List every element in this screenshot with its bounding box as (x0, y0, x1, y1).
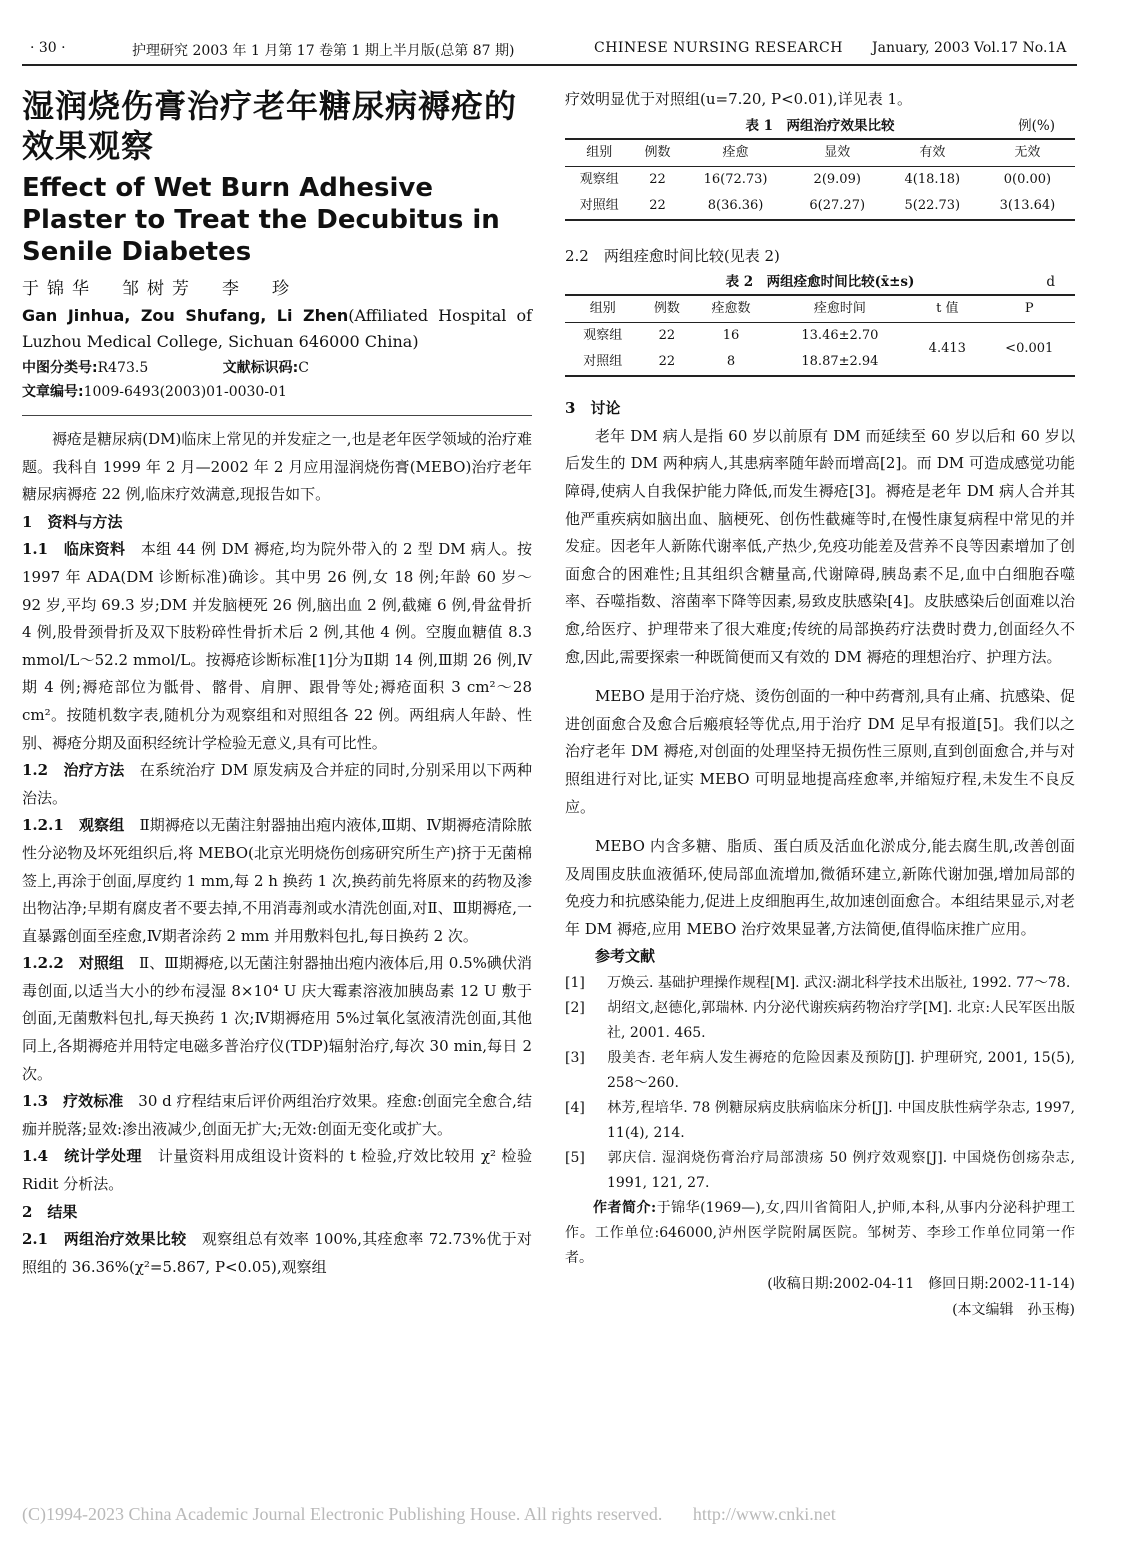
paragraph-text: 计量资料用成组设计资料的 t 检验,疗效比较用 χ² 检验 Ridit 分析法。 (22, 1147, 532, 1194)
table-header-cell: 痊愈时间 (813, 301, 866, 317)
table-cell: 8 (726, 354, 736, 370)
journal-name-cn: 护理研究 2003 年 1 月第 17 卷第 1 期上半月版(总第 87 期) (132, 43, 515, 59)
reference-item (565, 1096, 1075, 1146)
subsection-heading: 1.3 疗效标准 (22, 1092, 124, 1111)
paragraph-text: Ⅱ期褥疮以无菌注射器抽出疱内液体,Ⅲ期、Ⅳ期褥疮清除脓性分泌物及坏死组织后,将 MEBO(北京光明烧伤创疡研究所生产)挤于无菌棉签上,再涂于创面,厚度约 1 mm,每 2 h 换药 1 次,换药前先将原来的药物及渗出物沾净;早期有腐皮者不要去掉,不用消毒剂或水清洗创面,对Ⅱ、Ⅲ期褥疮,一直暴露创面至痊愈,Ⅳ期者涂药 2 mm 并用敷料包扎,每日换药 2 次。 (22, 816, 532, 945)
reference-text: 林芳,程培华. 78 例糖尿病皮肤病临床分析[J]. 中国皮肤性病学杂志, 1997, 11(4), 214. (607, 1100, 1075, 1142)
table-cell: 3(13.64) (999, 197, 1056, 213)
table-header-row (565, 295, 1075, 323)
reference-item (565, 996, 1075, 1046)
table1-caption: 表 1 两组治疗效果比较 (745, 117, 895, 134)
editor-note: (本文编辑 孙玉梅) (952, 1302, 1075, 1319)
paragraph-1-2 (22, 757, 532, 812)
discussion-paragraph: MEBO 是用于治疗烧、烫伤创面的一种中药膏剂,具有止痛、抗感染、促进创面愈合及愈合后瘢痕轻等优点,用于治疗 DM 足早有报道[5]。我们以之治疗老年 DM 褥疮,对创面的处理坚持无损伤性三原则,直到创面愈合,并与对照组进行对比,证实 MEBO 可明显地提高痊愈率,并缩短疗程,未发生不良反应。 (565, 687, 1075, 816)
reference-item (565, 1046, 1075, 1096)
table-cell: 4(18.18) (904, 171, 961, 187)
reference-text: 郭庆信. 湿润烧伤膏治疗局部溃疡 50 例疗效观察[J]. 中国烧伤创疡杂志, 1991, 121, 27. (607, 1150, 1075, 1192)
subsection-heading: 1.1 临床资料 (22, 540, 126, 559)
paragraph-text: Ⅱ、Ⅲ期褥疮,以无菌注射器抽出疱内液体后,用 0.5%碘伏消毒创面,以适当大小的纱布浸湿 8×10⁴ U 庆大霉素溶液加胰岛素 12 U 敷于创面,无菌敷料包扎,每天换药 1 次;Ⅳ期褥疮用 5%过氧化氢液清洗创面,其他同上,各期褥疮并用特定电磁多普治疗仪(TDP)辐射治疗,每次 30 min,每日 2 次。 (22, 954, 532, 1083)
author-bio (565, 1196, 1075, 1271)
reference-number: [5] (565, 1150, 585, 1167)
table-header-cell: 痊愈 (722, 144, 749, 160)
table-header-cell: 痊愈数 (711, 301, 751, 317)
paragraph-2-1 (22, 1226, 532, 1281)
table-cell: 16(72.73) (703, 171, 768, 187)
paragraph-1-2-1 (22, 812, 532, 950)
running-header (22, 38, 1077, 66)
cnki-url: http://www.cnki.net (692, 1504, 836, 1524)
table-header-row (565, 139, 1075, 167)
table-cell: 18.87±2.94 (801, 354, 879, 370)
paragraph-text: 观察组总有效率 100%,其痊愈率 72.73%优于对照组的 36.36%(χ²=5.867, P<0.05),观察组 (22, 1230, 532, 1276)
intro-paragraph: 褥疮是糖尿病(DM)临床上常见的并发症之一,也是老年医学领域的治疗难题。我科自 1999 年 2 月—2002 年 2 月应用湿润烧伤膏(MEBO)治疗老年糖尿病褥疮 22 例,临床疗效满意,现报告如下。 (22, 430, 532, 504)
t-value-cell: 4.413 (928, 341, 966, 357)
doc-code-value: C (298, 360, 310, 376)
section-heading: 1 资料与方法 (22, 512, 123, 531)
table-header-cell: 组别 (589, 301, 616, 317)
right-column (565, 86, 1075, 1323)
reference-text: 殷美杏. 老年病人发生褥疮的危险因素及预防[J]. 护理研究, 2001, 15(5), 258～260. (607, 1050, 1075, 1092)
page-number: · 30 · (30, 40, 66, 56)
reference-item (565, 971, 1075, 996)
received-dates: (收稿日期:2002-04-11 修回日期:2002-11-14) (767, 1276, 1075, 1293)
table-header-cell: 有效 (919, 144, 946, 160)
table-cell: 22 (658, 354, 676, 370)
table-header-cell: t 值 (936, 301, 959, 317)
article-title-cn: 湿润烧伤膏治疗老年糖尿病褥疮的效果观察 (22, 87, 518, 165)
paragraph-1-3 (22, 1088, 532, 1143)
authors-en-block (22, 303, 532, 355)
table1-caption-row (565, 114, 1075, 138)
reference-text: 万焕云. 基础护理操作规程[M]. 武汉:湖北科学技术出版社, 1992. 77～78. (607, 975, 1071, 992)
table-cell: 5(22.73) (904, 197, 961, 213)
table-header-cell: 例数 (653, 301, 680, 317)
table2-caption-row (565, 270, 1075, 294)
classification-line (22, 357, 532, 379)
table-cell: 22 (649, 197, 666, 213)
table-1 (565, 138, 1075, 221)
table2-unit: d (1046, 274, 1055, 291)
table-header-cell: 例数 (644, 144, 671, 160)
table-cell: 13.46±2.70 (801, 328, 879, 344)
table-cell: 观察组 (579, 171, 619, 187)
subsection-heading: 1.2 治疗方法 (22, 761, 125, 780)
paragraph-1-1 (22, 536, 532, 757)
table2-caption: 表 2 两组痊愈时间比较(x̄±s) (725, 274, 915, 291)
table-cell: 22 (658, 328, 676, 344)
subsection-heading: 1.4 统计学处理 (22, 1147, 143, 1166)
article-number-label: 文章编号: (22, 384, 84, 400)
table-cell: 观察组 (583, 328, 623, 344)
table-2 (565, 294, 1075, 377)
paragraph-text: 30 d 疗程结束后评价两组治疗效果。痊愈:创面完全愈合,结痂并脱落;显效:渗出液减少,创面无扩大;无效:创面无变化或扩大。 (22, 1092, 532, 1138)
left-column (22, 86, 532, 1281)
journal-name-en: CHINESE NURSING RESEARCH (594, 40, 843, 56)
reference-item (565, 1146, 1075, 1196)
paragraph-1-2-2 (22, 950, 532, 1088)
table-cell: 0(0.00) (1003, 171, 1052, 187)
results-continuation: 疗效明显优于对照组(u=7.20, P<0.01),详见表 1。 (565, 90, 913, 108)
section-heading: 2 结果 (22, 1202, 78, 1221)
subsection-heading: 2.1 两组治疗效果比较 (22, 1230, 187, 1249)
discussion-paragraph: 老年 DM 病人是指 60 岁以前原有 DM 而延续至 60 岁以后和 60 岁以后发生的 DM 两种病人,其患病率随年龄而增高[2]。而 DM 可造成感觉功能障碍,使病人自我保护能力降低,而发生褥疮[3]。褥疮是老年 DM 病人合并其他严重疾病如脑出血、脑梗死、创伤性截瘫等时,在慢性康复病程中常见的并发症。因老年人新陈代谢率低,产热少,免疫功能差及营养不良等因素增加了创面愈合的困难性;且其组织含糖量高,代谢障碍,胰岛素不足,血中白细胞吞噬率、吞噬指数、溶菌率下降等因素,易致皮肤感染[4]。皮肤感染后创面难以治愈,给医疗、护理带来了很大难度;传统的局部换药疗法费时费力,创面经久不愈,因此,需要探索一种既简便而又有效的 DM 褥疮的理想治疗、护理方法。 (565, 426, 1075, 666)
authors-en: Gan Jinhua, Zou Shufang, Li Zhen (22, 306, 349, 325)
table-row (565, 323, 1075, 350)
table-cell: 16 (722, 328, 740, 344)
subsection-heading: 1.2.2 对照组 (22, 954, 124, 973)
copyright-watermark (22, 1504, 1077, 1525)
article-title-en: Effect of Wet Burn Adhesive Plaster to Treat the Decubitus in Senile Diabetes (22, 173, 500, 267)
copyright-text: (C)1994-2023 China Academic Journal Electronic Publishing House. All rights reserved. (22, 1504, 663, 1524)
issue-info: January, 2003 Vol.17 No.1A (872, 40, 1067, 56)
article-number-value: 1009-6493(2003)01-0030-01 (83, 384, 287, 400)
paragraph-text: 本组 44 例 DM 褥疮,均为院外带入的 2 型 DM 病人。按 1997 年 ADA(DM 诊断标准)确诊。其中男 26 例,女 18 例;年龄 60 岁～92 岁,平均 69.3 岁;DM 并发脑梗死 26 例,脑出血 2 例,截瘫 6 例,骨盆骨折 4 例,股骨颈骨折及双下肢粉碎性骨折术后 2 例,其他 4 例。空腹血糖值 8.3 mmol/L～52.2 mmol/L。按褥疮诊断标准[1]分为Ⅱ期 14 例,Ⅲ期 26 例,Ⅳ期 4 例;褥疮部位为骶骨、髂骨、肩胛、跟骨等处;褥疮面积 3 cm²～28 cm²。按随机数字表,随机分为观察组和对照组各 22 例。两组病人年龄、性别、褥疮分期及面积经统计学检验无意义,具有可比性。 (22, 540, 532, 752)
reference-list (565, 971, 1075, 1196)
reference-number: [1] (565, 975, 585, 992)
table-cell: 8(36.36) (707, 197, 764, 213)
doc-code-label: 文献标识码: (222, 360, 299, 376)
reference-number: [3] (565, 1050, 585, 1067)
author-bio-label: 作者简介: (593, 1200, 657, 1217)
reference-text: 胡绍文,赵德化,郭瑞林. 内分泌代谢疾病药物治疗学[M]. 北京:人民军医出版社, 2001. 465. (607, 1000, 1075, 1042)
article-number-line (22, 381, 532, 403)
table-header-cell: 组别 (586, 144, 613, 160)
subsection-heading: 1.2.1 观察组 (22, 816, 125, 835)
table1-unit: 例(%) (1018, 117, 1055, 134)
references-heading: 参考文献 (595, 947, 656, 966)
table-header-cell: 无效 (1014, 144, 1041, 160)
subsection-2-2: 2.2 两组痊愈时间比较(见表 2) (565, 246, 780, 265)
table-row (565, 193, 1075, 220)
reference-number: [4] (565, 1100, 585, 1117)
discussion-paragraph: MEBO 内含多糖、脂质、蛋白质及活血化淤成分,能去腐生肌,改善创面及周围皮肤血液循环,使局部血流增加,微循环建立,新陈代谢加强,增加局部的免疫力和抗感染能力,促进上皮细胞再生,故加速创面愈合。本组结果显示,对老年 DM 褥疮,应用 MEBO 治疗效果显著,方法简便,值得临床推广应用。 (565, 837, 1075, 938)
table-row (565, 166, 1075, 193)
author-bio-text: 于锦华(1969—),女,四川省简阳人,护师,本科,从事内分泌科护理工作。工作单位:646000,泸州医学院附属医院。邹树芳、李珍工作单位同第一作者。 (565, 1200, 1075, 1267)
table-header-cell: 显效 (824, 144, 851, 160)
affiliation: (Affiliated Hospital of Luzhou Medical College, Sichuan 646000 China) (22, 306, 532, 351)
table-cell: 6(27.27) (809, 197, 866, 213)
table-cell: 2(9.09) (813, 171, 861, 187)
paragraph-text: 在系统治疗 DM 原发病及合并症的同时,分别采用以下两种治法。 (22, 761, 532, 807)
reference-number: [2] (565, 1000, 585, 1017)
table-header-cell: P (1024, 301, 1034, 317)
table-cell: 22 (649, 171, 666, 187)
authors-cn: 于锦华 邹树芳 李 珍 (22, 279, 297, 299)
paragraph-1-4 (22, 1143, 532, 1198)
table-cell: 对照组 (583, 354, 623, 370)
divider (22, 415, 532, 416)
clc-label: 中图分类号: (22, 360, 98, 376)
p-value-cell: <0.001 (1005, 341, 1054, 357)
clc-value: R473.5 (97, 360, 149, 376)
section-heading: 3 讨论 (565, 399, 621, 418)
table-cell: 对照组 (579, 197, 619, 213)
